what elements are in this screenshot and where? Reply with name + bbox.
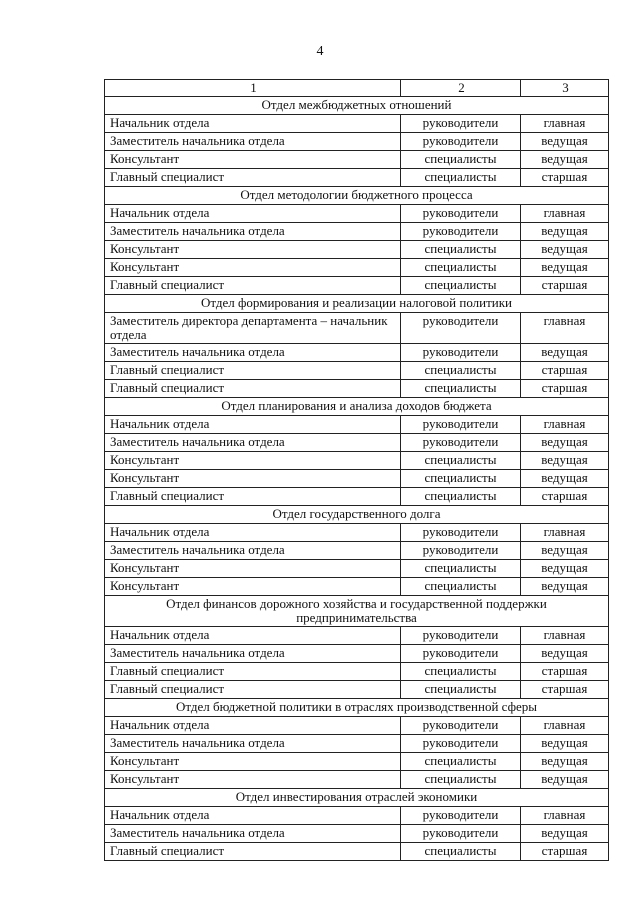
category-cell: руководители <box>401 735 521 753</box>
group-cell: ведущая <box>521 560 609 578</box>
category-cell: специалисты <box>401 241 521 259</box>
position-cell: Заместитель начальника отдела <box>105 645 401 663</box>
table-row <box>105 645 609 663</box>
table-row <box>105 241 609 259</box>
category-cell: специалисты <box>401 151 521 169</box>
position-cell: Главный специалист <box>105 843 401 861</box>
position-cell: Заместитель начальника отдела <box>105 133 401 151</box>
table-row <box>105 771 609 789</box>
category-cell: специалисты <box>401 663 521 681</box>
position-cell: Консультант <box>105 560 401 578</box>
section-header-row <box>105 699 609 717</box>
position-cell: Консультант <box>105 241 401 259</box>
table-row <box>105 542 609 560</box>
group-cell: ведущая <box>521 578 609 596</box>
group-cell: главная <box>521 313 609 344</box>
group-cell: старшая <box>521 681 609 699</box>
section-header-row <box>105 596 609 627</box>
category-cell: специалисты <box>401 578 521 596</box>
category-cell: специалисты <box>401 681 521 699</box>
position-cell: Консультант <box>105 259 401 277</box>
table-row <box>105 524 609 542</box>
page-number: 4 <box>316 44 324 59</box>
position-cell: Начальник отдела <box>105 807 401 825</box>
group-cell: ведущая <box>521 452 609 470</box>
table-row <box>105 807 609 825</box>
position-cell: Главный специалист <box>105 380 401 398</box>
section-header-row <box>105 506 609 524</box>
group-cell: ведущая <box>521 470 609 488</box>
table-body <box>105 80 609 861</box>
position-cell: Заместитель начальника отдела <box>105 542 401 560</box>
position-cell: Заместитель директора департамента – начальник отдела <box>105 313 401 344</box>
group-cell: ведущая <box>521 133 609 151</box>
position-cell: Консультант <box>105 452 401 470</box>
position-cell: Начальник отдела <box>105 205 401 223</box>
section-header-row <box>105 789 609 807</box>
section-title: Отдел межбюджетных отношений <box>105 97 609 115</box>
category-cell: руководители <box>401 205 521 223</box>
group-cell: ведущая <box>521 753 609 771</box>
position-cell: Главный специалист <box>105 169 401 187</box>
category-cell: руководители <box>401 627 521 645</box>
group-cell: старшая <box>521 380 609 398</box>
group-cell: старшая <box>521 843 609 861</box>
category-cell: специалисты <box>401 277 521 295</box>
table-row <box>105 259 609 277</box>
table-row <box>105 843 609 861</box>
category-cell: руководители <box>401 807 521 825</box>
category-cell: руководители <box>401 416 521 434</box>
section-header-row <box>105 398 609 416</box>
category-cell: специалисты <box>401 771 521 789</box>
table-row <box>105 362 609 380</box>
group-cell: старшая <box>521 488 609 506</box>
group-cell: ведущая <box>521 259 609 277</box>
column-header-1: 1 <box>105 80 401 97</box>
category-cell: специалисты <box>401 362 521 380</box>
category-cell: руководители <box>401 133 521 151</box>
group-cell: главная <box>521 205 609 223</box>
group-cell: старшая <box>521 169 609 187</box>
group-cell: главная <box>521 115 609 133</box>
category-cell: руководители <box>401 524 521 542</box>
position-cell: Главный специалист <box>105 277 401 295</box>
table-row <box>105 416 609 434</box>
table-row <box>105 560 609 578</box>
position-cell: Заместитель начальника отдела <box>105 825 401 843</box>
table-header-row <box>105 80 609 97</box>
category-cell: специалисты <box>401 843 521 861</box>
group-cell: ведущая <box>521 241 609 259</box>
table-row <box>105 205 609 223</box>
group-cell: главная <box>521 807 609 825</box>
table-row <box>105 753 609 771</box>
position-cell: Начальник отдела <box>105 416 401 434</box>
category-cell: руководители <box>401 344 521 362</box>
section-title: Отдел государственного долга <box>105 506 609 524</box>
position-cell: Заместитель начальника отдела <box>105 735 401 753</box>
table-row <box>105 151 609 169</box>
category-cell: специалисты <box>401 452 521 470</box>
position-cell: Главный специалист <box>105 663 401 681</box>
section-header-row <box>105 97 609 115</box>
group-cell: главная <box>521 627 609 645</box>
category-cell: руководители <box>401 434 521 452</box>
category-cell: руководители <box>401 115 521 133</box>
category-cell: специалисты <box>401 169 521 187</box>
position-cell: Заместитель начальника отдела <box>105 434 401 452</box>
group-cell: ведущая <box>521 434 609 452</box>
position-cell: Главный специалист <box>105 488 401 506</box>
group-cell: ведущая <box>521 344 609 362</box>
section-header-row <box>105 187 609 205</box>
group-cell: ведущая <box>521 223 609 241</box>
column-header-2: 2 <box>401 80 521 97</box>
table-row <box>105 313 609 344</box>
group-cell: старшая <box>521 277 609 295</box>
category-cell: руководители <box>401 717 521 735</box>
position-cell: Заместитель начальника отдела <box>105 344 401 362</box>
table-row <box>105 681 609 699</box>
group-cell: ведущая <box>521 542 609 560</box>
category-cell: руководители <box>401 542 521 560</box>
category-cell: руководители <box>401 313 521 344</box>
section-title: Отдел планирования и анализа доходов бюджета <box>105 398 609 416</box>
section-title: Отдел методологии бюджетного процесса <box>105 187 609 205</box>
section-header-row <box>105 295 609 313</box>
table-row <box>105 825 609 843</box>
position-cell: Начальник отдела <box>105 717 401 735</box>
group-cell: старшая <box>521 362 609 380</box>
table-row <box>105 578 609 596</box>
category-cell: руководители <box>401 645 521 663</box>
table-row <box>105 452 609 470</box>
position-cell: Консультант <box>105 771 401 789</box>
table-row <box>105 380 609 398</box>
section-title: Отдел формирования и реализации налоговой политики <box>105 295 609 313</box>
staff-positions-table <box>104 79 609 861</box>
category-cell: специалисты <box>401 380 521 398</box>
table-row <box>105 717 609 735</box>
column-header-3: 3 <box>521 80 609 97</box>
table-row <box>105 115 609 133</box>
section-title: Отдел бюджетной политики в отраслях производственной сферы <box>105 699 609 717</box>
position-cell: Главный специалист <box>105 362 401 380</box>
position-cell: Заместитель начальника отдела <box>105 223 401 241</box>
category-cell: специалисты <box>401 488 521 506</box>
table-row <box>105 735 609 753</box>
table-row <box>105 169 609 187</box>
position-cell: Консультант <box>105 470 401 488</box>
category-cell: руководители <box>401 223 521 241</box>
section-title: Отдел финансов дорожного хозяйства и государственной поддержки предпринимательства <box>105 596 609 627</box>
position-cell: Главный специалист <box>105 681 401 699</box>
table-row <box>105 470 609 488</box>
table-row <box>105 344 609 362</box>
position-cell: Начальник отдела <box>105 524 401 542</box>
group-cell: ведущая <box>521 771 609 789</box>
table-row <box>105 627 609 645</box>
group-cell: главная <box>521 524 609 542</box>
table-row <box>105 277 609 295</box>
position-cell: Консультант <box>105 151 401 169</box>
category-cell: специалисты <box>401 560 521 578</box>
table-row <box>105 488 609 506</box>
table-row <box>105 663 609 681</box>
group-cell: главная <box>521 416 609 434</box>
table-row <box>105 133 609 151</box>
position-cell: Начальник отдела <box>105 115 401 133</box>
table-row <box>105 223 609 241</box>
category-cell: специалисты <box>401 753 521 771</box>
group-cell: ведущая <box>521 151 609 169</box>
category-cell: руководители <box>401 825 521 843</box>
group-cell: главная <box>521 717 609 735</box>
group-cell: старшая <box>521 663 609 681</box>
group-cell: ведущая <box>521 825 609 843</box>
position-cell: Начальник отдела <box>105 627 401 645</box>
group-cell: ведущая <box>521 735 609 753</box>
category-cell: специалисты <box>401 259 521 277</box>
group-cell: ведущая <box>521 645 609 663</box>
section-title: Отдел инвестирования отраслей экономики <box>105 789 609 807</box>
position-cell: Консультант <box>105 753 401 771</box>
position-cell: Консультант <box>105 578 401 596</box>
table-row <box>105 434 609 452</box>
category-cell: специалисты <box>401 470 521 488</box>
